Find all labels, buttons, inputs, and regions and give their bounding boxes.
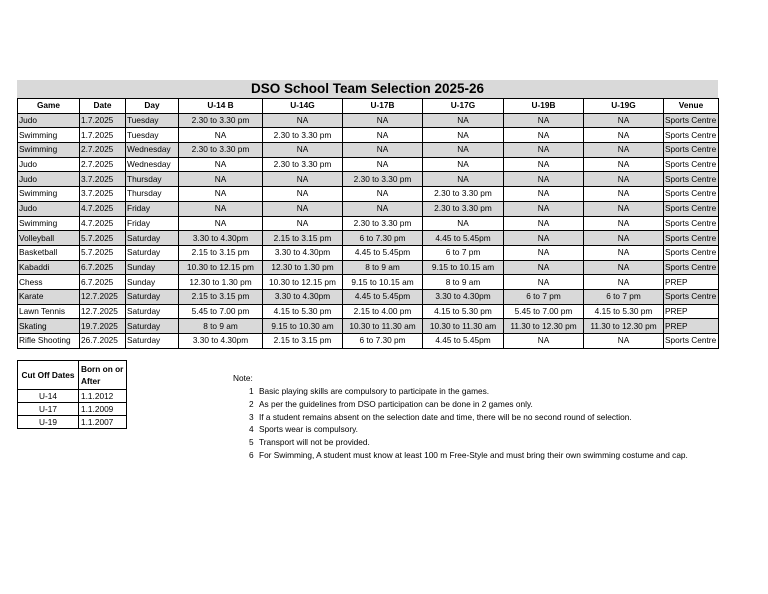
cell-venue: Sports Centre	[664, 113, 719, 128]
cell-u17b: 9.15 to 10.15 am	[343, 275, 423, 290]
cell-u17b: NA	[343, 157, 423, 172]
cutoff-table	[17, 360, 127, 429]
note-item	[249, 398, 719, 411]
cell-u14b: 2.15 to 3.15 pm	[179, 245, 263, 260]
note-text: If a student remains absent on the selection date and time, there will be no second round of selection.	[259, 411, 632, 422]
cell-u14b: NA	[179, 128, 263, 143]
cell-day: Friday	[126, 216, 179, 231]
cutoff-date: 1.1.2012	[79, 390, 127, 403]
table-row	[18, 245, 719, 260]
cell-u19b: NA	[504, 245, 584, 260]
cell-date: 6.7.2025	[80, 260, 126, 275]
table-row	[18, 289, 719, 304]
cell-u17g: NA	[423, 113, 504, 128]
cell-u17g: 10.30 to 11.30 am	[423, 319, 504, 334]
cell-game: Kabaddi	[18, 260, 80, 275]
cell-u17g: 3.30 to 4.30pm	[423, 289, 504, 304]
cell-u14g: NA	[263, 187, 343, 202]
column-header-u14g: U-14G	[263, 99, 343, 114]
cell-game: Karate	[18, 289, 80, 304]
note-item	[249, 411, 719, 424]
cutoff-category: U-17	[18, 403, 79, 416]
note-number: 6	[249, 449, 254, 460]
sheet-title: DSO School Team Selection 2025-26	[17, 80, 718, 98]
cell-u19b: NA	[504, 275, 584, 290]
cell-day: Thursday	[126, 172, 179, 187]
cutoff-date: 1.1.2009	[79, 403, 127, 416]
cell-u19g: NA	[584, 201, 664, 216]
note-item	[249, 385, 719, 398]
cell-u19g: NA	[584, 245, 664, 260]
cell-game: Swimming	[18, 187, 80, 202]
cell-u14b: 12.30 to 1.30 pm	[179, 275, 263, 290]
cell-date: 3.7.2025	[80, 187, 126, 202]
cell-u17g: 8 to 9 am	[423, 275, 504, 290]
cell-u19g: NA	[584, 128, 664, 143]
cell-u19b: NA	[504, 201, 584, 216]
cell-game: Skating	[18, 319, 80, 334]
column-header-u17b: U-17B	[343, 99, 423, 114]
column-header-u17g: U-17G	[423, 99, 504, 114]
cell-u19b: NA	[504, 128, 584, 143]
cell-venue: Sports Centre	[664, 201, 719, 216]
notes-list	[249, 385, 719, 462]
column-header-u19b: U-19B	[504, 99, 584, 114]
table-row	[18, 275, 719, 290]
cell-date: 1.7.2025	[80, 113, 126, 128]
cell-u17g: 6 to 7 pm	[423, 245, 504, 260]
note-text: Sports wear is compulsory.	[259, 424, 358, 435]
table-row	[18, 334, 719, 349]
cell-date: 3.7.2025	[80, 172, 126, 187]
cell-game: Judo	[18, 157, 80, 172]
cell-u17g: 2.30 to 3.30 pm	[423, 201, 504, 216]
cell-u14b: NA	[179, 172, 263, 187]
cell-venue: Sports Centre	[664, 245, 719, 260]
cell-u17b: 10.30 to 11.30 am	[343, 319, 423, 334]
table-row	[18, 231, 719, 246]
cell-u19b: NA	[504, 231, 584, 246]
note-number: 1	[249, 386, 254, 396]
cell-venue: Sports Centre	[664, 334, 719, 349]
cell-game: Lawn Tennis	[18, 304, 80, 319]
cell-u19b: NA	[504, 334, 584, 349]
cell-venue: Sports Centre	[664, 289, 719, 304]
cell-date: 4.7.2025	[80, 216, 126, 231]
note-item	[249, 449, 719, 462]
column-header-u14b: U-14 B	[179, 99, 263, 114]
cell-day: Saturday	[126, 231, 179, 246]
cell-u19b: 11.30 to 12.30 pm	[504, 319, 584, 334]
cell-u17g: NA	[423, 143, 504, 158]
cell-u19g: 11.30 to 12.30 pm	[584, 319, 664, 334]
cell-u19b: NA	[504, 260, 584, 275]
cell-u17b: NA	[343, 187, 423, 202]
cutoff-row	[18, 403, 127, 416]
cell-game: Swimming	[18, 128, 80, 143]
cell-u17b: 6 to 7.30 pm	[343, 334, 423, 349]
cell-u19g: NA	[584, 157, 664, 172]
cell-u19b: 5.45 to 7.00 pm	[504, 304, 584, 319]
cell-u14b: 3.30 to 4.30pm	[179, 231, 263, 246]
cell-u14b: 3.30 to 4.30pm	[179, 334, 263, 349]
cell-game: Judo	[18, 172, 80, 187]
cell-u17g: 4.15 to 5.30 pm	[423, 304, 504, 319]
cell-u19g: NA	[584, 231, 664, 246]
note-text: Basic playing skills are compulsory to participate in the games.	[259, 386, 490, 396]
cutoff-row	[18, 416, 127, 429]
cell-u19g: NA	[584, 260, 664, 275]
note-number: 5	[249, 437, 254, 448]
cell-u17b: 2.15 to 4.00 pm	[343, 304, 423, 319]
cell-u17g: NA	[423, 157, 504, 172]
cell-u14g: NA	[263, 216, 343, 231]
note-text: Transport will not be provided.	[259, 437, 370, 448]
cell-date: 4.7.2025	[80, 201, 126, 216]
cell-u14g: NA	[263, 201, 343, 216]
column-header-day: Day	[126, 99, 179, 114]
cell-u14g: 10.30 to 12.15 pm	[263, 275, 343, 290]
cell-day: Friday	[126, 201, 179, 216]
cell-date: 26.7.2025	[80, 334, 126, 349]
cutoff-date: 1.1.2007	[79, 416, 127, 429]
note-number: 2	[249, 398, 254, 409]
cell-u19b: NA	[504, 216, 584, 231]
cutoff-header-category: Cut Off Dates	[18, 361, 79, 390]
cell-date: 5.7.2025	[80, 231, 126, 246]
column-header-date: Date	[80, 99, 126, 114]
cell-u14b: NA	[179, 216, 263, 231]
cell-u14b: 2.30 to 3.30 pm	[179, 113, 263, 128]
cell-u17b: 4.45 to 5.45pm	[343, 245, 423, 260]
cell-venue: PREP	[664, 304, 719, 319]
cell-u14b: 2.30 to 3.30 pm	[179, 143, 263, 158]
cell-u17b: NA	[343, 201, 423, 216]
note-number: 3	[249, 411, 254, 422]
cell-u19b: NA	[504, 157, 584, 172]
cell-day: Saturday	[126, 245, 179, 260]
cell-day: Tuesday	[126, 128, 179, 143]
cell-u17b: 2.30 to 3.30 pm	[343, 216, 423, 231]
cell-u14g: 2.30 to 3.30 pm	[263, 157, 343, 172]
cell-day: Sunday	[126, 275, 179, 290]
cell-day: Wednesday	[126, 157, 179, 172]
cell-venue: Sports Centre	[664, 187, 719, 202]
cell-u17g: 2.30 to 3.30 pm	[423, 187, 504, 202]
cell-game: Swimming	[18, 143, 80, 158]
cell-u14g: 3.30 to 4.30pm	[263, 245, 343, 260]
cell-date: 2.7.2025	[80, 143, 126, 158]
cell-date: 1.7.2025	[80, 128, 126, 143]
cell-date: 12.7.2025	[80, 289, 126, 304]
note-number: 4	[249, 424, 254, 435]
note-text: As per the guidelines from DSO participation can be done in 2 games only.	[259, 398, 533, 409]
cell-game: Chess	[18, 275, 80, 290]
cell-game: Judo	[18, 113, 80, 128]
cell-u17g: NA	[423, 128, 504, 143]
cell-day: Tuesday	[126, 113, 179, 128]
cell-u14g: NA	[263, 143, 343, 158]
cell-u19g: NA	[584, 334, 664, 349]
cell-u14g: 12.30 to 1.30 pm	[263, 260, 343, 275]
table-row	[18, 187, 719, 202]
cell-u14b: NA	[179, 157, 263, 172]
cutoff-header-date: Born on or After	[79, 361, 127, 390]
cell-venue: Sports Centre	[664, 231, 719, 246]
cell-u19g: 4.15 to 5.30 pm	[584, 304, 664, 319]
cell-game: Rifle Shooting	[18, 334, 80, 349]
cell-u17b: 2.30 to 3.30 pm	[343, 172, 423, 187]
cell-u14g: 3.30 to 4.30pm	[263, 289, 343, 304]
cell-u14g: NA	[263, 113, 343, 128]
cell-u17b: NA	[343, 113, 423, 128]
cell-venue: PREP	[664, 319, 719, 334]
cell-u19g: NA	[584, 172, 664, 187]
cell-u19b: NA	[504, 113, 584, 128]
table-row	[18, 260, 719, 275]
table-row	[18, 172, 719, 187]
cell-date: 12.7.2025	[80, 304, 126, 319]
cell-day: Thursday	[126, 187, 179, 202]
cell-day: Saturday	[126, 304, 179, 319]
cell-date: 2.7.2025	[80, 157, 126, 172]
cell-day: Saturday	[126, 334, 179, 349]
table-row	[18, 157, 719, 172]
table-row	[18, 201, 719, 216]
cell-date: 19.7.2025	[80, 319, 126, 334]
cell-venue: Sports Centre	[664, 172, 719, 187]
cell-u19b: NA	[504, 172, 584, 187]
cell-game: Judo	[18, 201, 80, 216]
cell-u19b: NA	[504, 143, 584, 158]
cell-u19g: NA	[584, 216, 664, 231]
cell-u14g: 2.30 to 3.30 pm	[263, 128, 343, 143]
cell-u14b: 2.15 to 3.15 pm	[179, 289, 263, 304]
cell-u19g: NA	[584, 143, 664, 158]
selection-table	[17, 98, 719, 349]
cell-game: Swimming	[18, 216, 80, 231]
cutoff-row	[18, 390, 127, 403]
table-row	[18, 319, 719, 334]
cell-u19b: NA	[504, 187, 584, 202]
cell-u17g: 4.45 to 5.45pm	[423, 231, 504, 246]
cell-date: 6.7.2025	[80, 275, 126, 290]
column-header-venue: Venue	[664, 99, 719, 114]
cell-u19g: NA	[584, 187, 664, 202]
cell-date: 5.7.2025	[80, 245, 126, 260]
cell-u14g: 9.15 to 10.30 am	[263, 319, 343, 334]
cell-u17g: 4.45 to 5.45pm	[423, 334, 504, 349]
note-item	[249, 423, 719, 436]
table-row	[18, 216, 719, 231]
cell-venue: Sports Centre	[664, 216, 719, 231]
column-header-u19g: U-19G	[584, 99, 664, 114]
table-row	[18, 113, 719, 128]
cell-game: Basketball	[18, 245, 80, 260]
cell-u14g: 2.15 to 3.15 pm	[263, 334, 343, 349]
cell-u19g: NA	[584, 275, 664, 290]
cutoff-header-row	[18, 361, 127, 390]
cell-u14g: NA	[263, 172, 343, 187]
cell-u14b: 10.30 to 12.15 pm	[179, 260, 263, 275]
cell-venue: Sports Centre	[664, 157, 719, 172]
cell-venue: Sports Centre	[664, 260, 719, 275]
cell-u14g: 2.15 to 3.15 pm	[263, 231, 343, 246]
cell-u17g: NA	[423, 172, 504, 187]
cell-u17b: NA	[343, 143, 423, 158]
cell-u14b: NA	[179, 201, 263, 216]
cell-u14b: 8 to 9 am	[179, 319, 263, 334]
cell-day: Saturday	[126, 319, 179, 334]
cell-u14b: 5.45 to 7.00 pm	[179, 304, 263, 319]
cell-u19g: NA	[584, 113, 664, 128]
cell-day: Sunday	[126, 260, 179, 275]
cell-u17b: 8 to 9 am	[343, 260, 423, 275]
cell-u14g: 4.15 to 5.30 pm	[263, 304, 343, 319]
cell-u17b: NA	[343, 128, 423, 143]
cell-venue: Sports Centre	[664, 128, 719, 143]
cell-day: Wednesday	[126, 143, 179, 158]
cell-u19b: 6 to 7 pm	[504, 289, 584, 304]
column-header-game: Game	[18, 99, 80, 114]
cutoff-category: U-14	[18, 390, 79, 403]
cell-day: Saturday	[126, 289, 179, 304]
note-label: Note:	[233, 373, 253, 383]
cell-u17b: 4.45 to 5.45pm	[343, 289, 423, 304]
cell-u17g: NA	[423, 216, 504, 231]
cell-u17g: 9.15 to 10.15 am	[423, 260, 504, 275]
cell-u19g: 6 to 7 pm	[584, 289, 664, 304]
cutoff-category: U-19	[18, 416, 79, 429]
table-row	[18, 304, 719, 319]
cell-game: Volleyball	[18, 231, 80, 246]
cell-venue: PREP	[664, 275, 719, 290]
table-header-row	[18, 99, 719, 114]
note-item	[249, 436, 719, 449]
cell-u14b: NA	[179, 187, 263, 202]
table-row	[18, 128, 719, 143]
cell-u17b: 6 to 7.30 pm	[343, 231, 423, 246]
note-text: For Swimming, A student must know at least 100 m Free-Style and must bring their own swimming costume and cap.	[259, 449, 688, 460]
table-row	[18, 143, 719, 158]
cell-venue: Sports Centre	[664, 143, 719, 158]
